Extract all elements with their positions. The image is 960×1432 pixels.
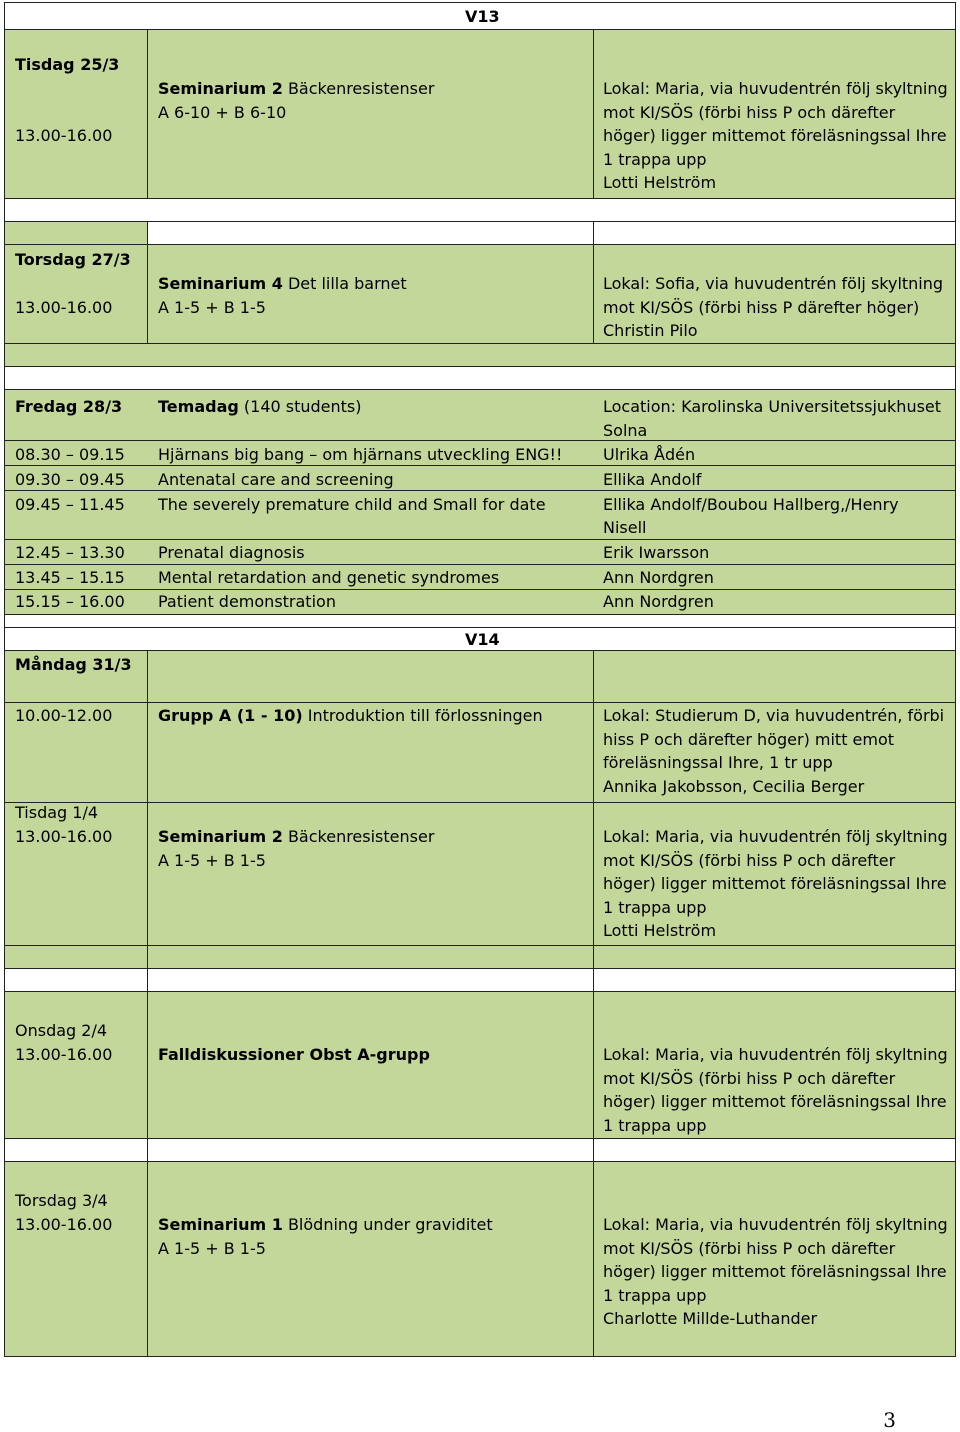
location-line: Lokal: Studierum D, via huvudentrén, förbi <box>603 706 945 725</box>
location-line: Lokal: Maria, via huvudentrén följ skyltning <box>603 1045 948 1064</box>
program-topic: Patient demonstration <box>158 592 336 611</box>
mandag-31-mid-cell <box>147 650 594 703</box>
event-title: Seminarium 1 Blödning under graviditet <box>158 1215 493 1234</box>
fredag-28-block <box>4 389 956 615</box>
day-label: Onsdag 2/4 <box>15 1021 108 1040</box>
row-divider <box>4 490 956 491</box>
torsdag-27-day-cell <box>4 244 148 344</box>
program-speaker: Ellika Andolf/Boubou Hallberg,/Henry <box>603 495 899 514</box>
row-divider <box>4 440 956 441</box>
program-speaker: Ann Nordgren <box>603 568 714 587</box>
torsdag-27-title-cell <box>147 244 594 344</box>
location-line: höger) ligger mittemot föreläsningssal Ihre <box>603 126 947 145</box>
program-time: 08.30 – 09.15 <box>15 445 125 464</box>
event-groups: A 6-10 + B 6-10 <box>158 103 287 122</box>
location-line: höger) ligger mittemot föreläsningssal Ihre <box>603 1262 947 1281</box>
location-text <box>603 1043 948 1137</box>
time-label: 13.00-16.00 <box>15 298 113 317</box>
location-line: 1 trappa upp <box>603 149 707 169</box>
location-line: mot KI/SÖS (förbi hiss P därefter höger) <box>603 297 920 317</box>
tisdag-25-location-cell <box>593 29 956 199</box>
day-label: Fredag 28/3 <box>15 397 123 416</box>
location-text <box>603 77 948 195</box>
location-line: Lokal: Maria, via huvudentrén följ skyltning <box>603 1215 948 1234</box>
location-line: hiss P och därefter höger) mitt emot <box>603 729 895 749</box>
day-label: Torsdag 3/4 <box>15 1191 108 1210</box>
program-speaker: Nisell <box>603 518 647 537</box>
event-title: Temadag (140 students) <box>158 397 362 416</box>
time-label: 10.00-12.00 <box>15 706 113 725</box>
event-title: Seminarium 2 Bäckenresistenser <box>158 827 435 846</box>
day-label: Måndag 31/3 <box>15 655 132 674</box>
location-line: mot KI/SÖS (förbi hiss P och därefter <box>603 850 896 870</box>
teacher-name: Annika Jakobsson, Cecilia Berger <box>603 776 865 796</box>
day-label: Tisdag 1/4 <box>15 803 99 822</box>
location-line: Lokal: Maria, via huvudentrén följ skyltning <box>603 79 948 98</box>
row-divider <box>4 564 956 565</box>
column-divider <box>147 650 148 1357</box>
location-line: höger) ligger mittemot föreläsningssal Ihre <box>603 874 947 893</box>
program-speaker: Ann Nordgren <box>603 592 714 611</box>
program-speaker: Erik Iwarsson <box>603 543 710 562</box>
location-line: 1 trappa upp <box>603 1285 707 1305</box>
teacher-name: Lotti Helström <box>603 173 717 192</box>
location-text <box>603 272 943 343</box>
program-time: 12.45 – 13.30 <box>15 543 125 562</box>
event-title: Grupp A (1 - 10) Introduktion till förlossningen <box>158 706 543 725</box>
program-time: 09.30 – 09.45 <box>15 470 125 489</box>
location-line: Lokal: Sofia, via huvudentrén följ skyltning <box>603 274 944 293</box>
page-number: 3 <box>883 1408 896 1432</box>
row-divider <box>4 465 956 466</box>
location-line: föreläsningssal Ihre, 1 tr upp <box>603 753 833 772</box>
week13-label: V13 <box>465 7 500 26</box>
location-line: Lokal: Maria, via huvudentrén följ skyltning <box>603 827 948 846</box>
week14-label: V14 <box>465 630 500 649</box>
event-title: Falldiskussioner Obst A-grupp <box>158 1045 430 1064</box>
location-line: mot KI/SÖS (förbi hiss P och därefter <box>603 1068 896 1088</box>
week14-header <box>4 627 956 651</box>
location-line: 1 trappa upp <box>603 897 707 917</box>
spacer-col <box>147 221 594 245</box>
event-groups: A 1-5 + B 1-5 <box>158 851 266 870</box>
tisdag-25-title-cell <box>147 29 594 199</box>
teacher-name: Charlotte Millde-Luthander <box>603 1309 818 1328</box>
spacer-col <box>593 221 956 245</box>
program-topic: Mental retardation and genetic syndromes <box>158 568 500 587</box>
location-line: höger) ligger mittemot föreläsningssal Ihre <box>603 1092 947 1111</box>
program-topic: Hjärnans big bang – om hjärnans utveckling ENG!! <box>158 445 563 464</box>
mandag-31-day-cell <box>4 650 148 703</box>
program-time: 09.45 – 11.45 <box>15 495 125 514</box>
spacer-row <box>4 366 956 390</box>
program-topic: Antenatal care and screening <box>158 470 394 489</box>
location-line: 1 trappa upp <box>603 1115 707 1135</box>
time-label: 13.00-16.00 <box>15 1215 113 1234</box>
location-line: Solna <box>603 420 648 440</box>
location-text <box>603 825 948 943</box>
location-text <box>603 395 941 442</box>
event-groups: A 1-5 + B 1-5 <box>158 298 266 317</box>
program-time: 15.15 – 16.00 <box>15 592 125 611</box>
location-text <box>603 704 944 798</box>
column-divider <box>593 650 594 1357</box>
program-speaker: Ellika Andolf <box>603 470 702 489</box>
teacher-name: Lotti Helström <box>603 921 717 940</box>
torsdag-27-location-cell <box>593 244 956 344</box>
mandag-31-right-cell <box>593 650 956 703</box>
program-time: 13.45 – 15.15 <box>15 568 125 587</box>
spacer-row <box>4 343 956 367</box>
row-divider <box>4 589 956 590</box>
location-text <box>603 1213 948 1331</box>
week13-header <box>4 2 956 30</box>
program-speaker: Ulrika Ådén <box>603 445 696 464</box>
time-label: 13.00-16.00 <box>15 1045 113 1064</box>
location-line: mot KI/SÖS (förbi hiss P och därefter <box>603 1238 896 1258</box>
time-label: 13.00-16.00 <box>15 827 113 846</box>
spacer-row <box>4 614 956 628</box>
program-topic: The severely premature child and Small for date <box>158 495 546 514</box>
time-label: 13.00-16.00 <box>15 126 113 145</box>
row-divider <box>4 539 956 540</box>
tisdag-25-day-cell <box>4 29 148 199</box>
location-line: Location: Karolinska Universitetssjukhuset <box>603 397 942 416</box>
program-topic: Prenatal diagnosis <box>158 543 305 562</box>
day-label: Tisdag 25/3 <box>15 55 120 74</box>
location-line: mot KI/SÖS (förbi hiss P och därefter <box>603 102 896 122</box>
spacer-row <box>4 198 956 222</box>
event-groups: A 1-5 + B 1-5 <box>158 1239 266 1258</box>
event-title: Seminarium 2 Bäckenresistenser <box>158 79 435 98</box>
teacher-name: Christin Pilo <box>603 321 698 340</box>
day-label: Torsdag 27/3 <box>15 250 131 269</box>
event-title: Seminarium 4 Det lilla barnet <box>158 274 407 293</box>
